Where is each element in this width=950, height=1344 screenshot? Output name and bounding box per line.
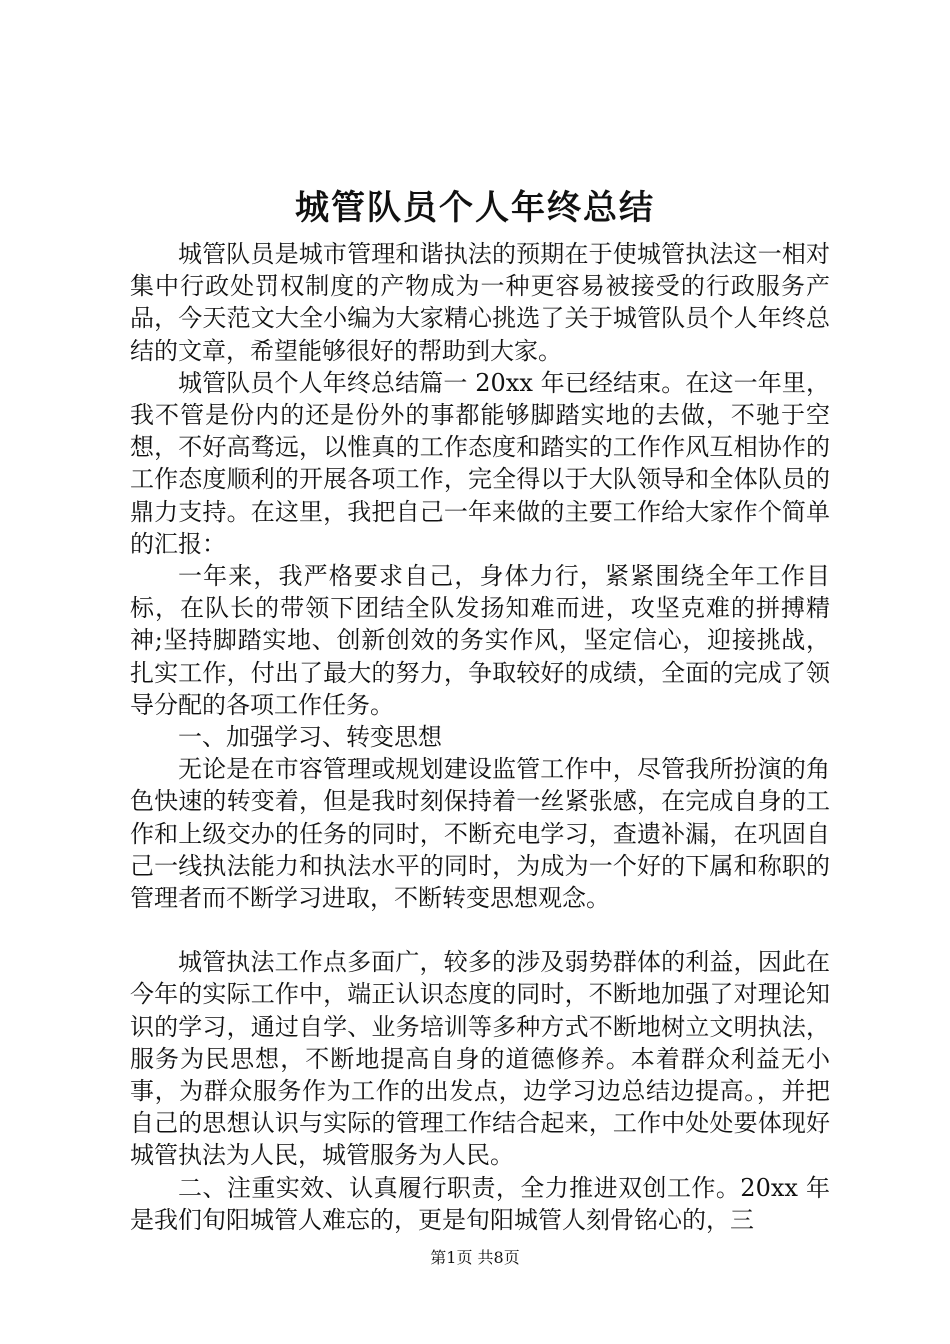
paragraph-study: 无论是在市容管理或规划建设监管工作中，尽管我所扮演的角色快速的转变着，但是我时刻保持着一丝紧张感，在完成自身的工作和上级交办的任务的同时，不断充电学习，查遗补漏，在巩固自己一线执法能力和执法水平的同时，为成为一个好的下属和称职的管理者而不断学习进取，不断转变思想观念。: [130, 755, 830, 913]
section-heading-study: 一、加强学习、转变思想: [178, 723, 442, 752]
paragraph-yearly-overview: 一年来，我严格要求自己，身体力行，紧紧围绕全年工作目标，在队长的带领下团结全队发扬知难而进，攻坚克难的拼搏精神;坚持脚踏实地、创新创效的务实作风，坚定信心，迎接挑战，扎实工作，付出了最大的努力，争取较好的成绩，全面的完成了领导分配的各项工作任务。: [130, 562, 830, 719]
paragraph-summary-opening: 城管队员个人年终总结篇一 20xx 年已经结束。在这一年里，我不管是份内的还是份外的事都能够脚踏实地的去做，不驰于空想，不好高骛远，以惟真的工作态度和踏实的工作作风互相协作的工作态度顺利的开展各项工作，完全得以于大队领导和全体队员的鼎力支持。在这里，我把自己一年来做的主要工作给大家作个简单的汇报：: [130, 368, 830, 558]
paragraph-law-enforcement: 城管执法工作点多面广，较多的涉及弱势群体的利益，因此在今年的实际工作中，端正认识态度的同时，不断地加强了对理论知识的学习，通过自学、业务培训等多种方式不断地树立文明执法，服务为民思想，不断地提高自身的道德修养。本着群众利益无小事，为群众服务作为工作的出发点，边学习边总结边提高。，并把自己的思想认识与实际的管理工作结合起来，工作中处处要体现好城管执法为人民，城管服务为人民。: [130, 948, 830, 1170]
document-title: 城管队员个人年终总结: [295, 188, 655, 228]
paragraph-intro: 城管队员是城市管理和谐执法的预期在于使城管执法这一相对集中行政处罚权制度的产物成为一种更容易被接受的行政服务产品，今天范文大全小编为大家精心挑选了关于城管队员个人年终总结的文章，希望能够很好的帮助到大家。: [130, 240, 830, 365]
section-heading-duties: 二、注重实效、认真履行职责，全力推进双创工作。20xx 年是我们旬阳城管人难忘的，更是旬阳城管人刻骨铭心的，三: [130, 1173, 830, 1234]
document-body: [130, 238, 830, 1236]
page-number-footer: 第1页 共8页: [430, 1248, 520, 1267]
